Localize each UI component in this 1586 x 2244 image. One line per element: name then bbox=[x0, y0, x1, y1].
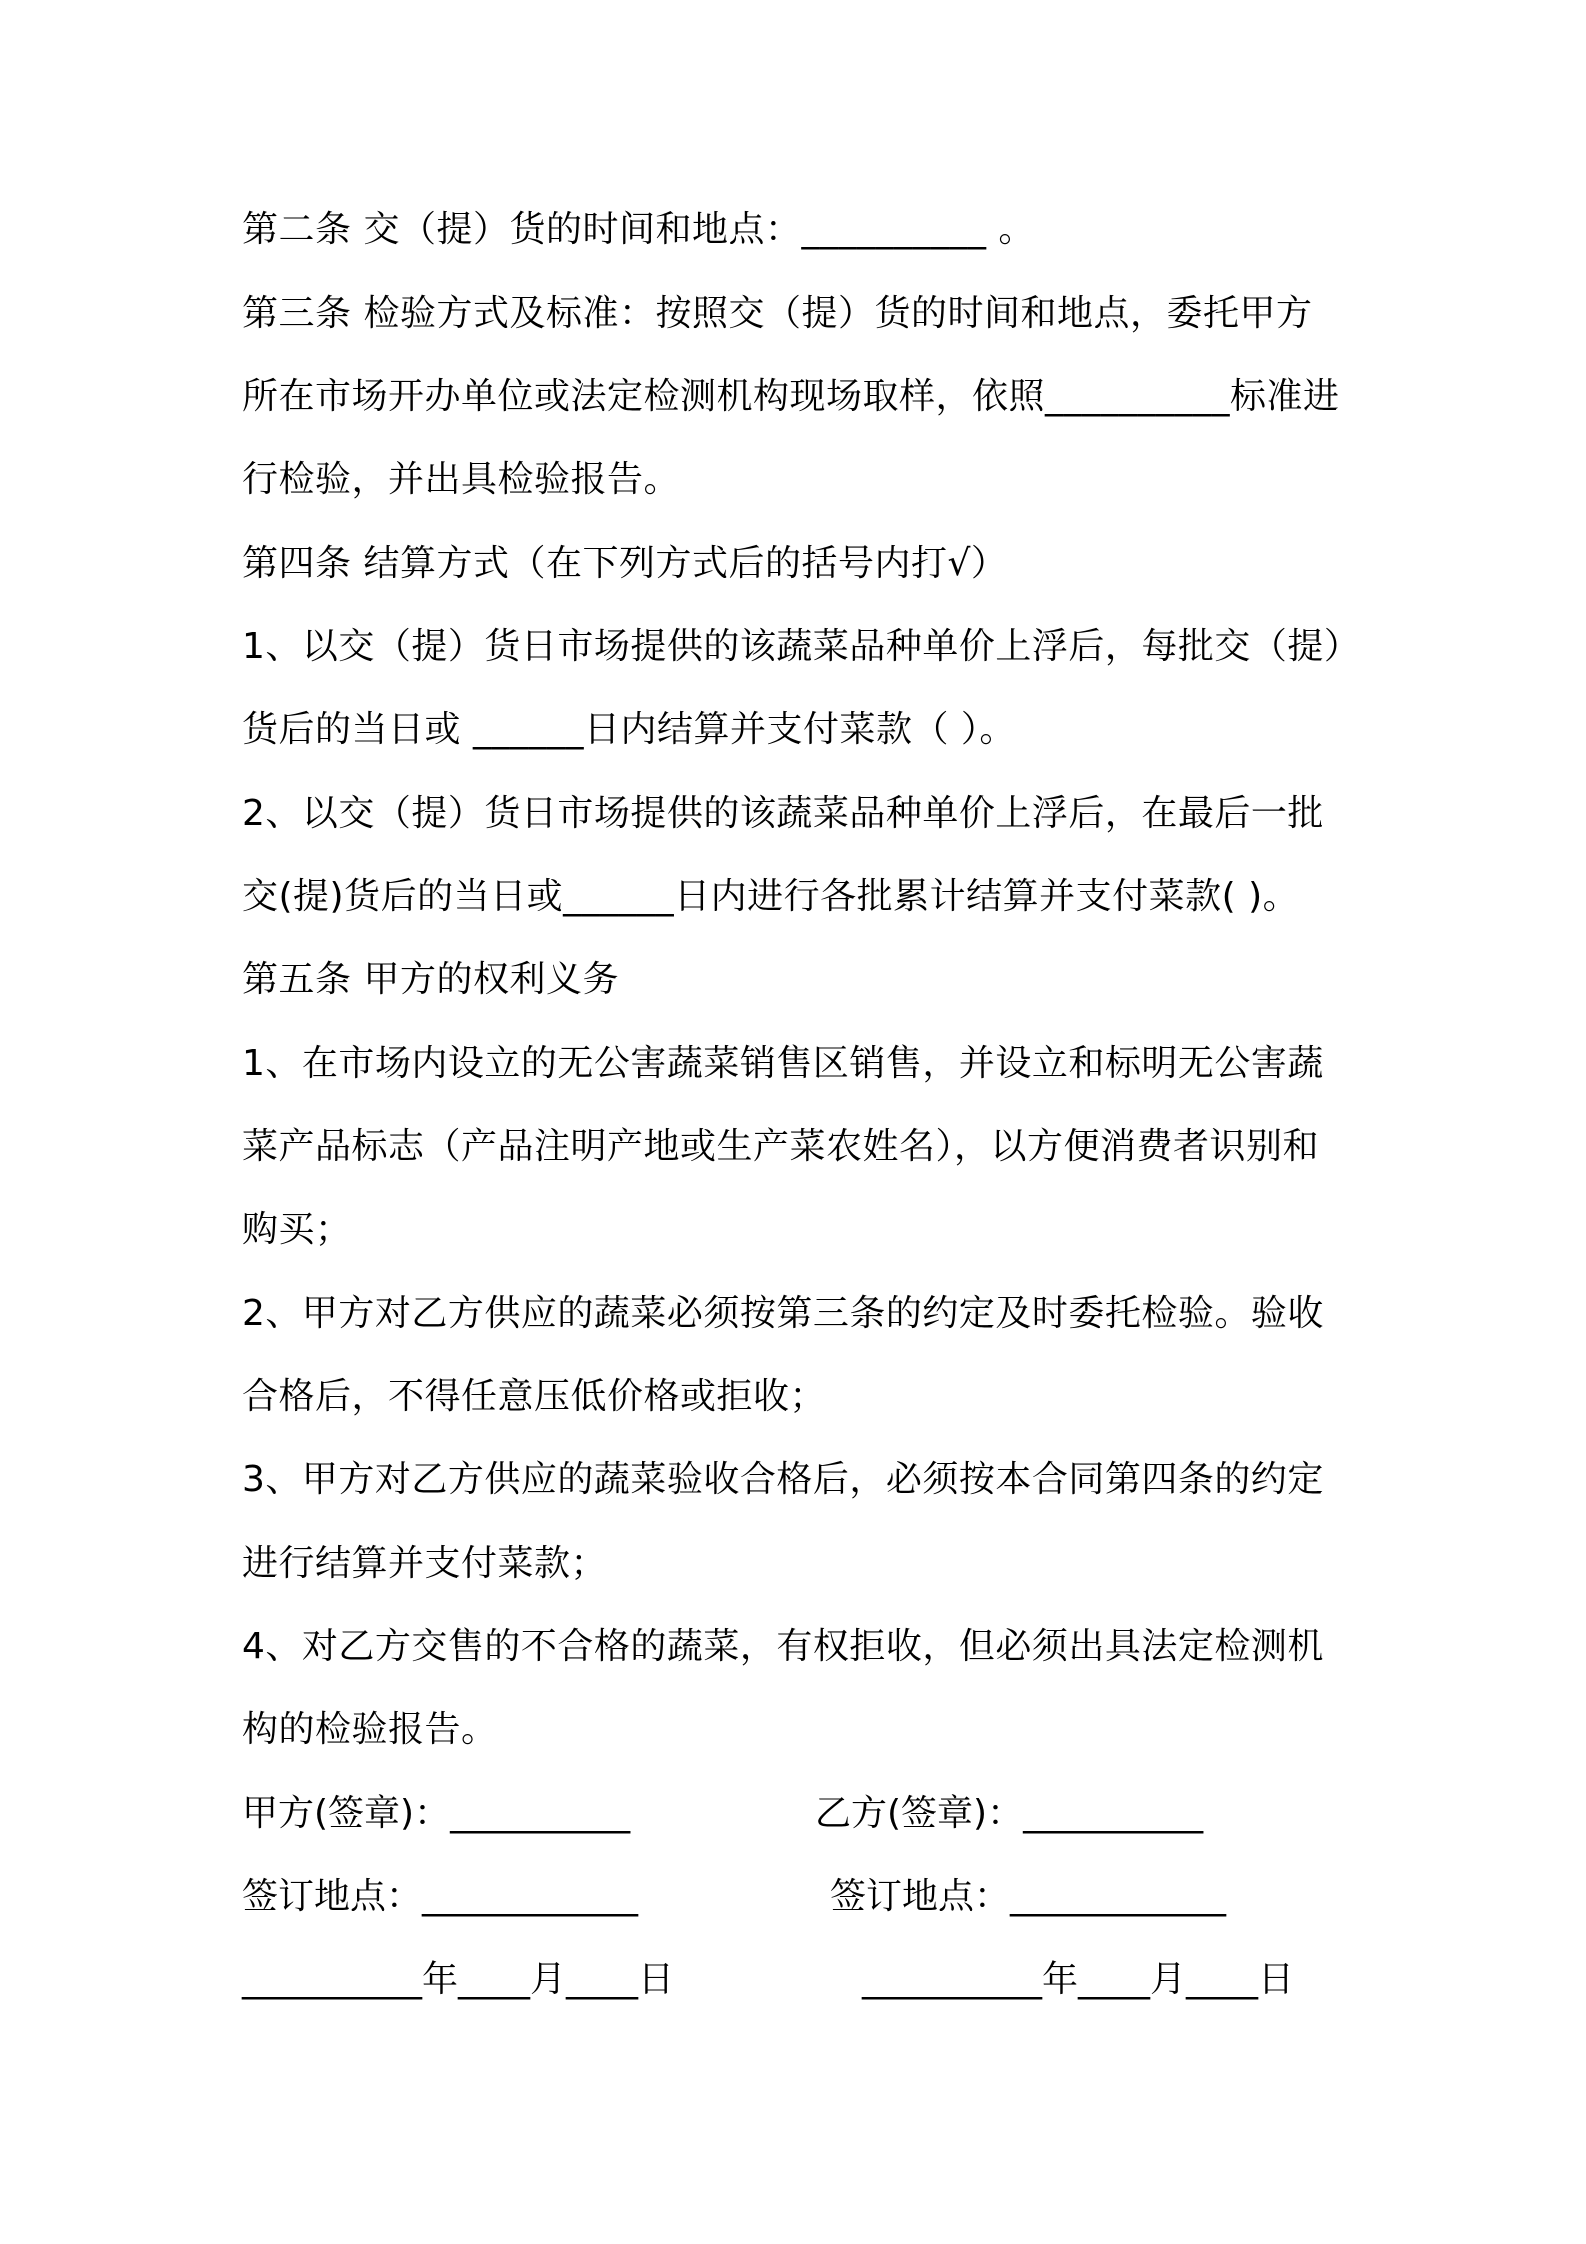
clause-3-inspection-line-2: 所在市场开办单位或法定检测机构现场取样，依照__________标准进 bbox=[242, 376, 1340, 417]
party-b-seal-field: 乙方(签章)：__________ bbox=[815, 1793, 1204, 1834]
clause-5-item-1-line-3: 购买； bbox=[242, 1209, 352, 1250]
party-a-seal-field: 甲方(签章)：__________ bbox=[242, 1793, 631, 1834]
clause-3-inspection-line-3: 行检验，并出具检验报告。 bbox=[242, 459, 681, 500]
clause-4-item-1-line-1: 1、以交（提）货日市场提供的该蔬菜品种单价上浮后，每批交（提） bbox=[242, 626, 1361, 667]
clause-4-item-1-line-2: 货后的当日或 ______日内结算并支付菜款（ ）。 bbox=[242, 709, 1016, 750]
party-b-signing-date: __________年____月____日 bbox=[862, 1959, 1294, 2000]
clause-4-settlement-heading: 第四条 结算方式（在下列方式后的括号内打√） bbox=[242, 543, 1008, 584]
clause-5-item-1-line-1: 1、在市场内设立的无公害蔬菜销售区销售，并设立和标明无公害蔬 bbox=[242, 1043, 1324, 1084]
party-b-signing-place: 签订地点：____________ bbox=[830, 1876, 1227, 1917]
clause-4-item-2-line-1: 2、以交（提）货日市场提供的该蔬菜品种单价上浮后，在最后一批 bbox=[242, 793, 1324, 834]
clause-5-item-3-line-2: 进行结算并支付菜款； bbox=[242, 1543, 608, 1584]
clause-3-inspection-line-1: 第三条 检验方式及标准：按照交（提）货的时间和地点，委托甲方 bbox=[242, 293, 1313, 334]
clause-5-item-2-line-2: 合格后，不得任意压低价格或拒收； bbox=[242, 1376, 827, 1417]
clause-2-delivery-time-place: 第二条 交（提）货的时间和地点：__________ 。 bbox=[242, 209, 1035, 250]
clause-5-item-2-line-1: 2、甲方对乙方供应的蔬菜必须按第三条的约定及时委托检验。验收 bbox=[242, 1293, 1324, 1334]
clause-4-item-2-line-2: 交(提)货后的当日或______日内进行各批累计结算并支付菜款( )。 bbox=[242, 876, 1300, 917]
party-a-signing-place: 签订地点：____________ bbox=[242, 1876, 639, 1917]
clause-5-item-3-line-1: 3、甲方对乙方供应的蔬菜验收合格后，必须按本合同第四条的约定 bbox=[242, 1459, 1324, 1500]
clause-5-party-a-rights-heading: 第五条 甲方的权利义务 bbox=[242, 959, 619, 1000]
clause-5-item-4-line-2: 构的检验报告。 bbox=[242, 1709, 498, 1750]
party-a-signing-date: __________年____月____日 bbox=[242, 1959, 674, 2000]
clause-5-item-4-line-1: 4、对乙方交售的不合格的蔬菜，有权拒收，但必须出具法定检测机 bbox=[242, 1626, 1324, 1667]
clause-5-item-1-line-2: 菜产品标志（产品注明产地或生产菜农姓名），以方便消费者识别和 bbox=[242, 1126, 1320, 1167]
